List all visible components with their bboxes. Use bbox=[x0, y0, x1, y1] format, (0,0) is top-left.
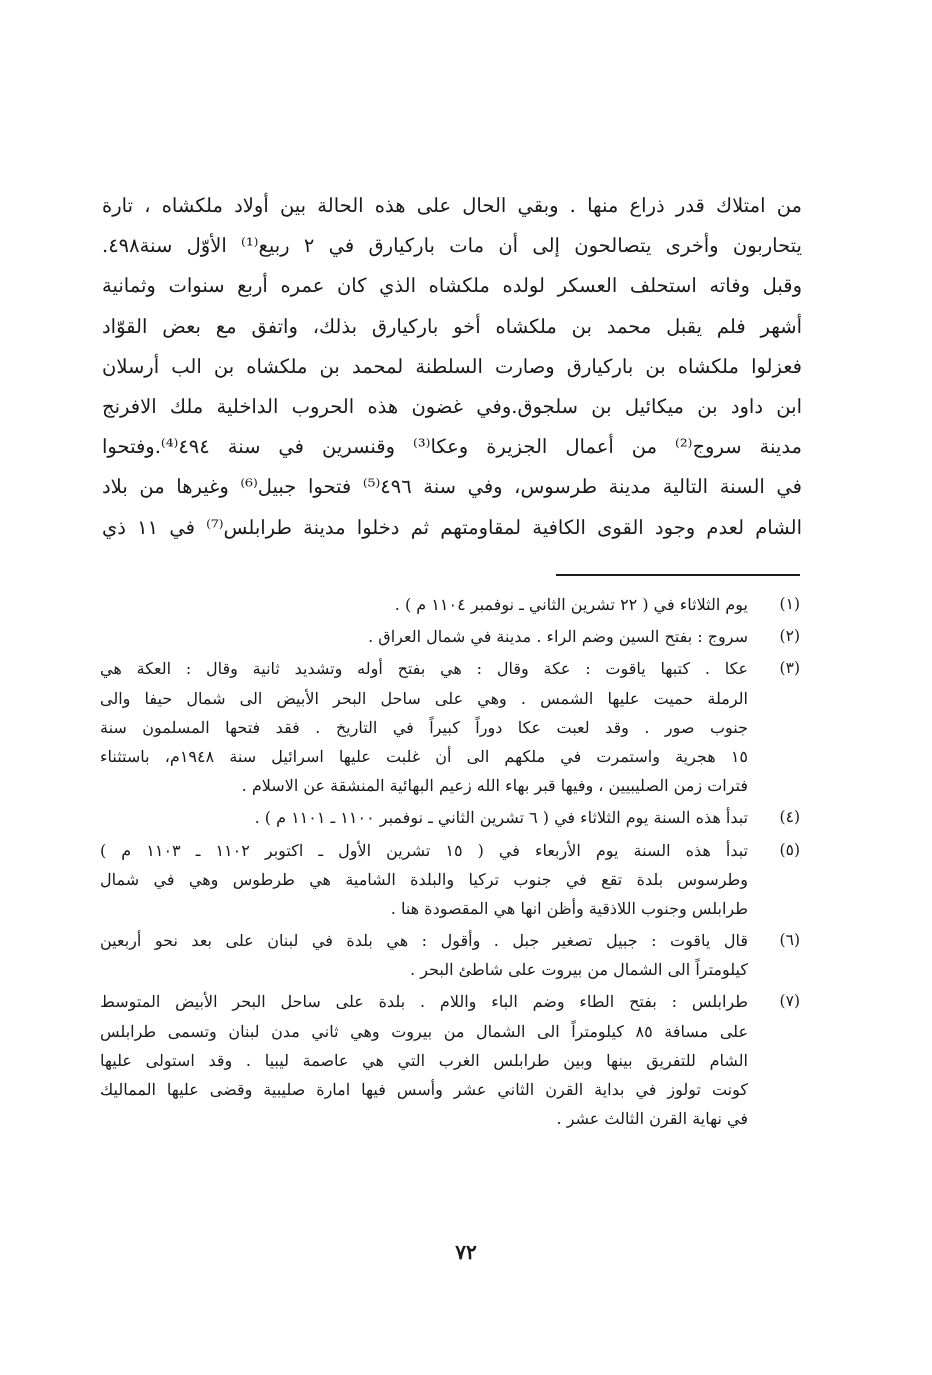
footnote-line: ١٥ هجرية واستمرت في ملكهم الى أن غلبت عليها اسرائيل سنة ١٩٤٨م، باستثناء bbox=[100, 746, 748, 766]
footnote-number: (٦) bbox=[779, 931, 800, 950]
body-line: ابن داود بن ميكائيل بن سلجوق.وفي غضون هذه الحروب الداخلية ملك الافرنج bbox=[102, 394, 802, 418]
footnote-number: (٣) bbox=[779, 659, 800, 678]
footnote-line: كيلومتراً الى الشمال من بيروت على شاطئ البحر . bbox=[410, 960, 748, 980]
body-line: مدينة سروج⁽²⁾ من أعمال الجزيرة وعكا⁽³⁾ وقنسرين في سنة ٤٩٤⁽⁴⁾.وفتحوا bbox=[102, 435, 802, 459]
footnote-line: على مسافة ٨٥ كيلومتراً الى الشمال من بيروت وهي ثاني مدن لبنان وتسمى طرابلس bbox=[100, 1021, 748, 1041]
body-line: وقبل وفاته استحلف العسكر لولده ملكشاه الذي كان عمره أربع سنوات وثمانية bbox=[102, 274, 802, 298]
footnote-5 bbox=[100, 836, 800, 924]
footnote-number: (٤) bbox=[779, 808, 800, 827]
footnote-number: (٧) bbox=[779, 992, 800, 1011]
footnote-number: (٥) bbox=[779, 840, 800, 859]
footnote-line: سروج : بفتح السين وضم الراء . مدينة في شمال العراق . bbox=[368, 627, 748, 647]
footnote-line: طرابلس وجنوب اللاذقية وأظن انها هي المقصودة هنا . bbox=[390, 898, 748, 918]
page-number: ٧٢ bbox=[455, 1240, 477, 1264]
footnote-line: عكا . كتبها ياقوت : عكة وقال : هي بفتح أوله وتشديد ثانية وقال : العكة هي bbox=[100, 659, 748, 679]
footnote-line: كونت تولوز في بداية القرن الثاني عشر وأسس فيها امارة صليبية وقضى عليها المماليك bbox=[100, 1080, 748, 1099]
footnote-line: طرابلس : بفتح الطاء وضم الباء واللام . بلدة على ساحل البحر الأبيض المتوسط bbox=[100, 992, 748, 1012]
footnote-line: الرملة حميت عليها الشمس . وهي على ساحل البحر الأبيض الى شمال حيفا والى bbox=[100, 688, 748, 708]
footnote-line: الشام للتفريق بينها وبين طرابلس الغرب التي هي عاصمة ليبيا . وقد استولى عليها bbox=[100, 1050, 748, 1070]
footnote-line: في نهاية القرن الثالث عشر . bbox=[556, 1109, 748, 1129]
body-text bbox=[102, 186, 802, 548]
footnote-2 bbox=[100, 622, 800, 651]
footnotes bbox=[100, 590, 800, 1136]
body-line: أشهر فلم يقبل محمد بن ملكشاه أخو باركيارق بذلك، واتفق مع بعض القوّاد bbox=[102, 314, 802, 338]
body-line: الشام لعدم وجود القوى الكافية لمقاومتهم ثم دخلوا مدينة طرابلس⁽⁷⁾ في ١١ ذي bbox=[102, 515, 802, 539]
footnote-line: فترات زمن الصليبيين ، وفيها قبر بهاء الله زعيم البهائية المنشقة عن الاسلام . bbox=[241, 776, 748, 796]
footnote-line: تبدأ هذه السنة يوم الثلاثاء في ( ٦ تشرين الثاني ـ نوفمبر ١١٠٠ ـ ١١٠١ م ) . bbox=[254, 808, 748, 828]
body-line: يتحاربون وأخرى يتصالحون إلى أن مات باركيارق في ٢ ربيع⁽¹⁾ الأوّل سنة٤٩٨. bbox=[102, 234, 802, 258]
footnote-line: يوم الثلاثاء في ( ٢٢ تشرين الثاني ـ نوفمبر ١١٠٤ م ) . bbox=[394, 595, 748, 614]
footnote-6 bbox=[100, 926, 800, 984]
footnote-3 bbox=[100, 654, 800, 800]
footnote-7 bbox=[100, 987, 800, 1133]
footnote-line: وطرسوس بلدة تقع في جنوب تركيا والبلدة الشامية هي طرطوس وهي في شمال bbox=[100, 869, 748, 889]
body-line: في السنة التالية مدينة طرسوس، وفي سنة ٤٩٦⁽⁵⁾ فتحوا جبيل⁽⁶⁾ وغيرها من بلاد bbox=[102, 475, 802, 499]
footnote-1 bbox=[100, 590, 800, 619]
footnote-line: قال ياقوت : جبيل تصغير جبل . وأقول : هي بلدة في لبنان على بعد نحو أربعين bbox=[100, 931, 748, 951]
footnote-number: (١) bbox=[779, 595, 800, 613]
footnote-line: تبدأ هذه السنة يوم الأربعاء في ( ١٥ تشرين الأول ـ اكتوبر ١١٠٢ ـ ١١٠٣ م ) bbox=[100, 840, 748, 860]
footnote-separator bbox=[556, 574, 800, 576]
footnote-line: جنوب صور . وقد لعبت عكا دوراً كبيراً في التاريخ . فقد فتحها المسلمون سنة bbox=[100, 717, 748, 737]
body-line: من امتلاك قدر ذراع منها . وبقي الحال على هذه الحالة بين أولاد ملكشاه ، تارة bbox=[102, 194, 802, 217]
footnote-4 bbox=[100, 803, 800, 832]
body-line: فعزلوا ملكشاه بن باركيارق وصارت السلطنة لمحمد بن ملكشاه بن الب أرسلان bbox=[102, 354, 802, 378]
footnote-number: (٢) bbox=[779, 627, 800, 646]
